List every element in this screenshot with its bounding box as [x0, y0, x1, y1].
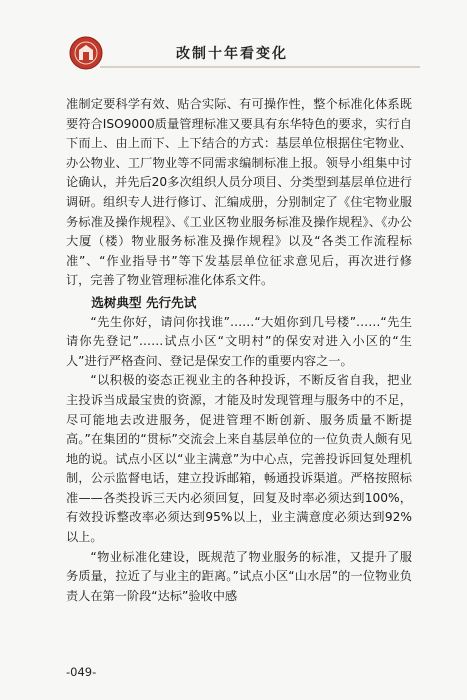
page-header — [0, 30, 467, 70]
paragraph-3: “以积极的姿态正视业主的各种投诉，不断反省自我，把业主投诉当成最宝贵的资源，才能及时发现管理与服务中的不足，尽可能地去改进服务，促进管理不断创新、服务质量不断提高。”在集团的“贯标”交流会上来自基层单位的一位负责人颇有见地的说。试点小区以“业主满意”为中心点，完善投诉回复处理机制，公示监督电话，建立投诉邮箱，畅通投诉渠道。严格按照标准——各类投诉三天内必须回复，回复及时率必须达到100%，有效投诉整改率必须达到95%以上，业主满意度必须达到92%以上。 — [66, 373, 412, 545]
body-text — [66, 95, 412, 606]
paragraph-4: “物业标准化建设，既规范了物业服务的标准，又提升了服务质量，拉近了与业主的距离。”试点小区“山水居”的一位物业负责人在第一阶段“达标”验收中感 — [66, 549, 412, 603]
paragraph-1: 准制定要科学有效、贴合实际、有可操作性，整个标准化体系既要符合ISO9000质量管理标准又要具有东华特色的要求，实行自下而上、由上而下、上下结合的方式：基层单位根据住宅物业、办公物业、工厂物业等不同需求编制标准上报。领导小组集中讨论确认，并先后20多次组织人员分项目、分类型到基层单位进行调研。组织专人进行修订、汇编成册，分别制定了《住宅物业服务标准及操作规程》、《工业区物业服务标准及操作规程》、《办公大厦（楼）物业服务标准及操作规程》以及“各类工作流程标准”、“作业指导书”等下发基层单位征求意见后，再次进行修订，完善了物业管理标准化体系文件。 — [66, 97, 412, 288]
section-heading: 选树典型 先行先试 — [91, 294, 197, 310]
paragraph-2: “先生你好，请问你找谁”……“大姐你到几号楼”……“先生请你先登记”……试点小区“文明村”的保安对进入小区的“生人”进行严格查问、登记是保安工作的重要内容之一。 — [66, 314, 412, 368]
circular-emblem-icon — [69, 36, 103, 70]
header-divider — [100, 66, 420, 68]
header-title: 改制十年看变化 — [176, 46, 288, 62]
page-number: -049- — [66, 665, 97, 679]
